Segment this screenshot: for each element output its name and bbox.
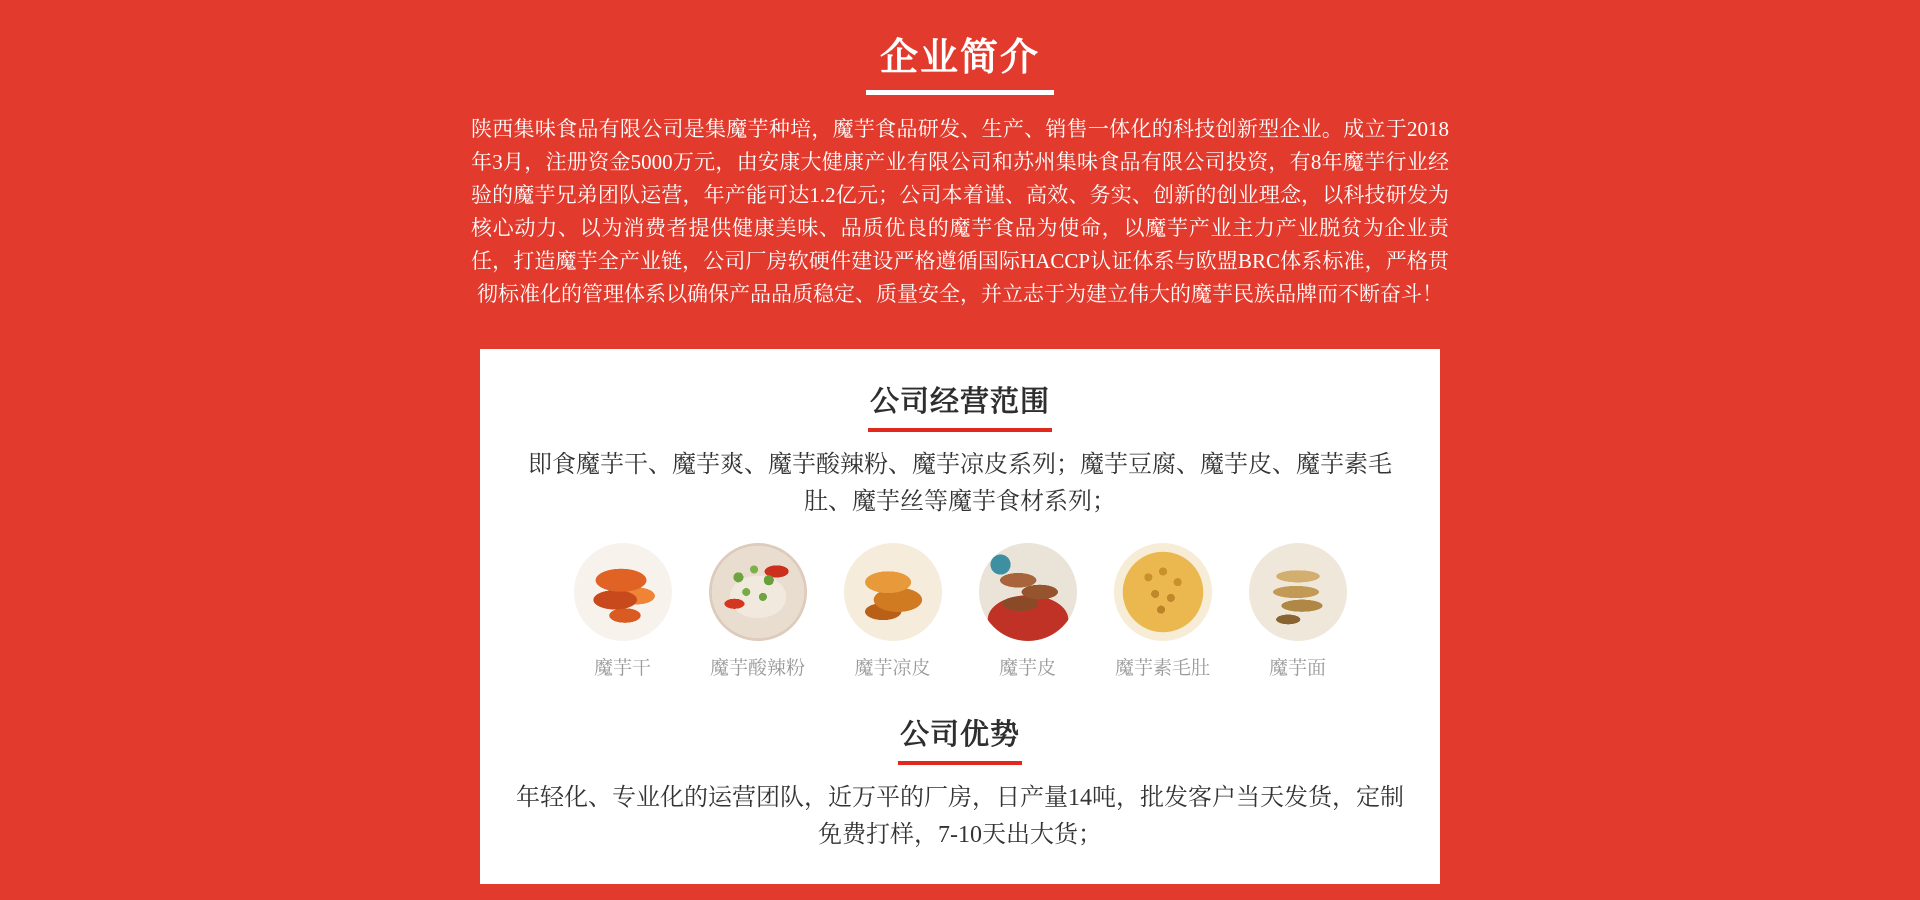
product-item <box>690 543 825 680</box>
product-image-liangpi <box>844 543 942 641</box>
product-item <box>555 543 690 680</box>
product-image-konjac-noodles <box>1249 543 1347 641</box>
product-label: 魔芋素毛肚 <box>1114 658 1210 679</box>
page-title: 企业简介 <box>866 26 1054 95</box>
product-label: 魔芋皮 <box>998 658 1056 679</box>
company-intro-paragraph: 陕西集味食品有限公司是集魔芋种培，魔芋食品研发、生产、销售一体化的科技创新型企业。成立于2018年3月，注册资金5000万元，由安康大健康产业有限公司和苏州集味食品有限公司投资，有8年魔芋行业经验的魔芋兄弟团队运营，年产能可达1.2亿元；公司本着谨、高效、务实、创新的创业理念，以科技研发为核心动力、以为消费者提供健康美味、品质优良的魔芋食品为使命，以魔芋产业主力产业脱贫为企业责任，打造魔芋全产业链，公司厂房软硬件建设严格遵循国际HACCP认证体系与欧盟BRC体系标准，严格贯彻标准化的管理体系以确保产品品质稳定、质量安全，并立志于为建立伟大的魔芋民族品牌而不断奋斗！ <box>471 117 1449 306</box>
advantages-title: 公司优势 <box>898 712 1022 765</box>
product-list <box>510 543 1410 680</box>
product-item <box>1230 543 1365 680</box>
business-scope-text: 即食魔芋干、魔芋爽、魔芋酸辣粉、魔芋凉皮系列；魔芋豆腐、魔芋皮、魔芋素毛肚、魔芋丝等魔芋食材系列； <box>528 452 1392 515</box>
info-card <box>480 349 1440 884</box>
product-label: 魔芋干 <box>593 658 651 679</box>
product-image-konjac-dried <box>574 543 672 641</box>
company-profile-section <box>0 26 1920 900</box>
product-item <box>825 543 960 680</box>
product-image-konjac-tripe <box>1114 543 1212 641</box>
product-label: 魔芋酸辣粉 <box>709 658 805 679</box>
product-label: 魔芋凉皮 <box>854 658 931 679</box>
product-item <box>960 543 1095 680</box>
product-image-konjac-skin <box>979 543 1077 641</box>
advantages-text: 年轻化、专业化的运营团队，近万平的厂房，日产量14吨，批发客户当天发货，定制免费打样，7-10天出大货； <box>516 785 1404 848</box>
product-label: 魔芋面 <box>1268 658 1326 679</box>
business-scope-title: 公司经营范围 <box>868 379 1052 432</box>
product-item <box>1095 543 1230 680</box>
product-image-sour-spicy-noodles <box>709 543 807 641</box>
